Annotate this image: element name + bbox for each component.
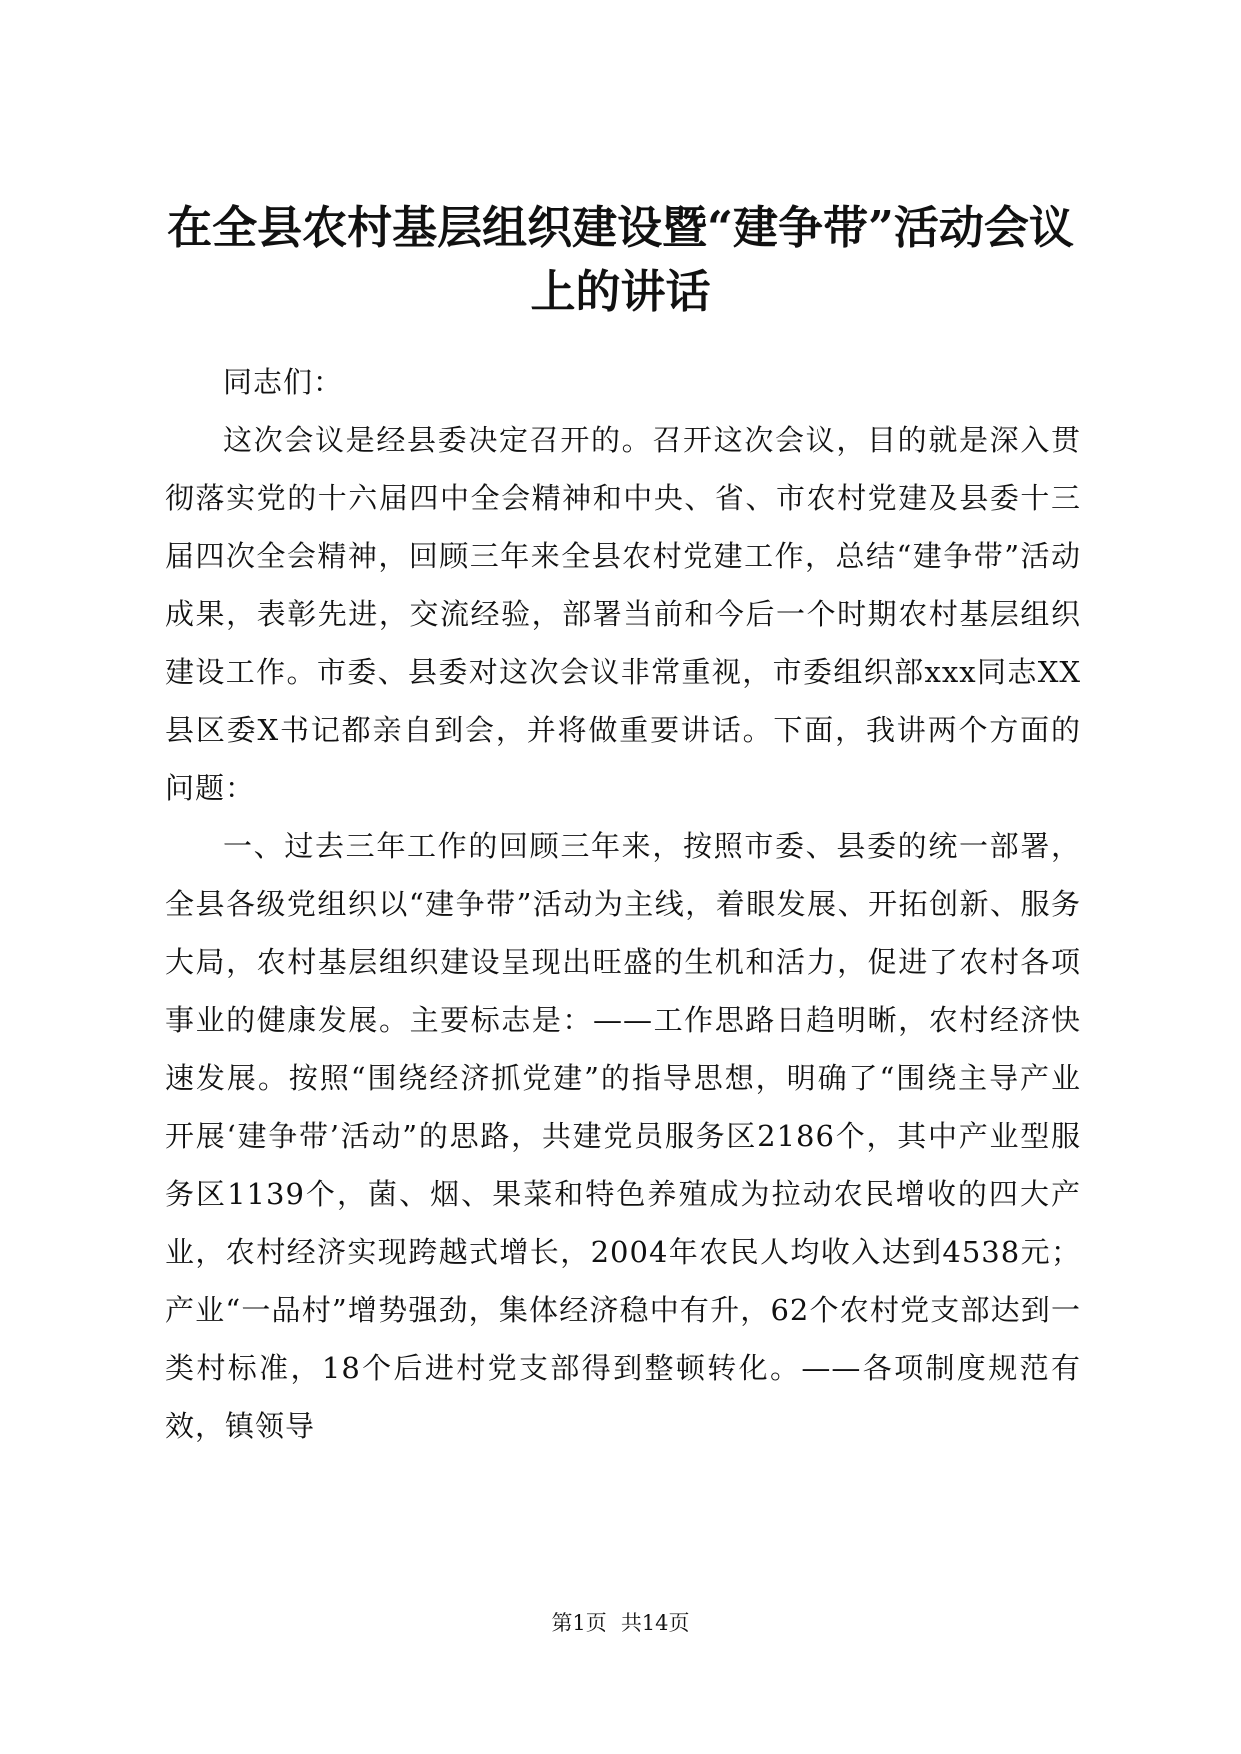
document-body (165, 353, 1081, 1455)
paragraph-review: 一、过去三年工作的回顾三年来，按照市委、县委的统一部署，全县各级党组织以“建争带”活动为主线，着眼发展、开拓创新、服务大局，农村基层组织建设呈现出旺盛的生机和活力，促进了农村各项事业的健康发展。主要标志是：——工作思路日趋明晰，农村经济快速发展。按照“围绕经济抓党建”的指导思想，明确了“围绕主导产业开展‘建争带’活动”的思路，共建党员服务区2186个，其中产业型服务区1139个，菌、烟、果菜和特色养殖成为拉动农民增收的四大产业，农村经济实现跨越式增长，2004年农民人均收入达到4538元；产业“一品村”增势强劲，集体经济稳中有升，62个农村党支部达到一类村标准，18个后进村党支部得到整顿转化。——各项制度规范有效，镇领导 (165, 829, 1081, 1443)
page-footer (0, 1609, 1241, 1637)
page-number: 第1页 (551, 1611, 607, 1635)
paragraph-greeting: 同志们： (223, 365, 344, 399)
document-title: 在全县农村基层组织建设暨“建争带”活动会议上的讲话 (167, 201, 1074, 318)
page-total: 共14页 (620, 1611, 690, 1635)
paragraph-intro: 这次会议是经县委决定召开的。召开这次会议，目的就是深入贯彻落实党的十六届四中全会精神和中央、省、市农村党建及县委十三届四次全会精神，回顾三年来全县农村党建工作，总结“建争带”活动成果，表彰先进，交流经验，部署当前和今后一个时期农村基层组织建设工作。市委、县委对这次会议非常重视，市委组织部xxx同志XX县区委X书记都亲自到会，并将做重要讲话。下面，我讲两个方面的问题： (165, 423, 1081, 805)
